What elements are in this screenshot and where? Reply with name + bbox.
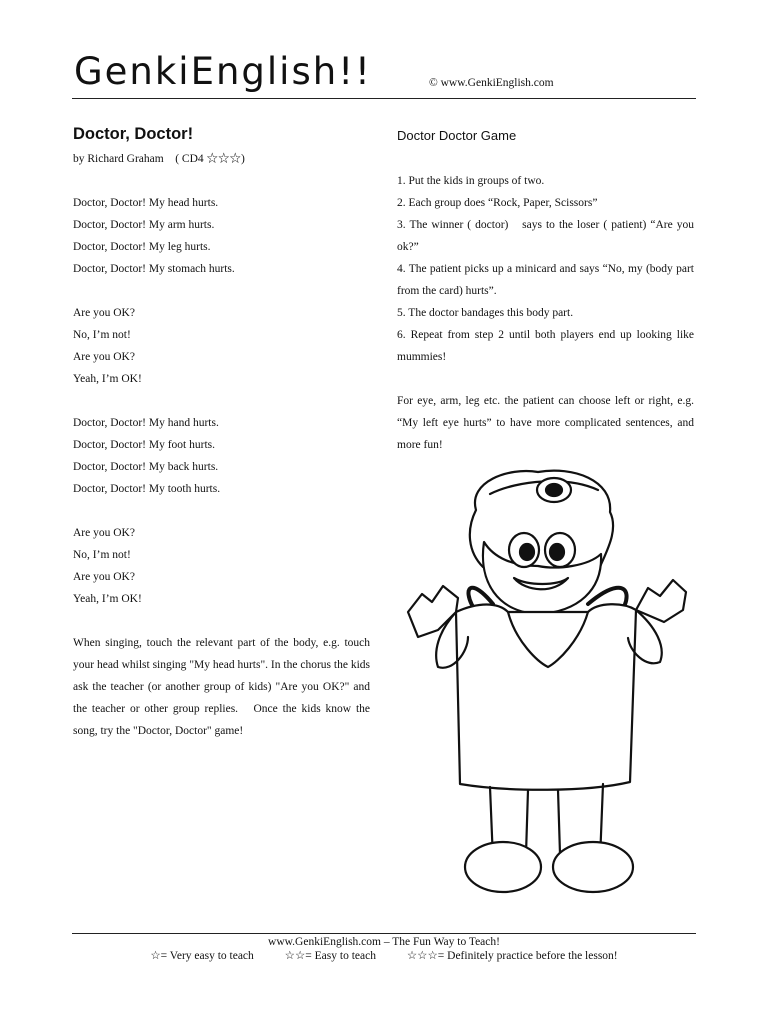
game-extra-tip: For eye, arm, leg etc. the patient can choose left or right, e.g. “My left eye hurts” to have more complicated sentences, and more fun! [397, 395, 694, 451]
genki-english-logo: GenkiEnglish!! [74, 50, 372, 93]
song-lyrics [73, 192, 370, 742]
game-step: 3. The winner ( doctor) says to the loser ( patient) “Are you ok?” [397, 219, 694, 253]
lyric-line: No, I’m not! [73, 329, 131, 341]
lyric-line: Doctor, Doctor! My head hurts. [73, 197, 219, 209]
footer-tagline: www.GenkiEnglish.com – The Fun Way to Teach! [268, 936, 500, 948]
lyric-line: Are you OK? [73, 307, 135, 319]
song-byline: by Richard Graham ( CD4 ☆☆☆) [73, 153, 245, 165]
legend-item: ☆☆= Easy to teach [284, 950, 376, 962]
lyric-line: Doctor, Doctor! My arm hurts. [73, 219, 215, 231]
lyric-line: Doctor, Doctor! My foot hurts. [73, 439, 215, 451]
lyric-line: Doctor, Doctor! My tooth hurts. [73, 483, 221, 495]
lyric-line: Are you OK? [73, 571, 135, 583]
game-title: Doctor Doctor Game [397, 128, 517, 143]
difficulty-legend [72, 948, 696, 962]
game-instructions [397, 170, 694, 456]
game-step: 4. The patient picks up a minicard and says “No, my (body part from the card) hurts”. [397, 263, 694, 297]
lyric-line: Yeah, I’m OK! [73, 593, 142, 605]
lyric-line: Doctor, Doctor! My hand hurts. [73, 417, 219, 429]
legend-item: ☆= Very easy to teach [150, 950, 254, 962]
lyric-line: No, I’m not! [73, 549, 131, 561]
lyric-line: Are you OK? [73, 351, 135, 363]
lyric-line: Doctor, Doctor! My back hurts. [73, 461, 219, 473]
doctor-illustration [398, 462, 698, 912]
page-header [72, 48, 696, 99]
song-title: Doctor, Doctor! [73, 125, 194, 143]
legend-item: ☆☆☆= Definitely practice before the lesson! [406, 950, 618, 962]
game-step: 6. Repeat from step 2 until both players end up looking like mummies! [397, 329, 694, 363]
lyric-line: Doctor, Doctor! My leg hurts. [73, 241, 211, 253]
game-step: 5. The doctor bandages this body part. [397, 307, 574, 319]
game-step: 2. Each group does “Rock, Paper, Scissors” [397, 197, 598, 209]
game-step: 1. Put the kids in groups of two. [397, 175, 545, 187]
copyright-text: © www.GenkiEnglish.com [429, 77, 554, 89]
song-notes: When singing, touch the relevant part of the body, e.g. touch your head whilst singing "My head hurts". In the chorus the kids ask the teacher (or another group of kids) "Are you OK?" and the teacher or other group replies. Once the kids know the song, try the "Doctor, Doctor" game! [73, 637, 370, 737]
lyric-line: Doctor, Doctor! My stomach hurts. [73, 263, 235, 275]
lyric-line: Yeah, I’m OK! [73, 373, 142, 385]
page-footer [72, 933, 696, 962]
lyric-line: Are you OK? [73, 527, 135, 539]
